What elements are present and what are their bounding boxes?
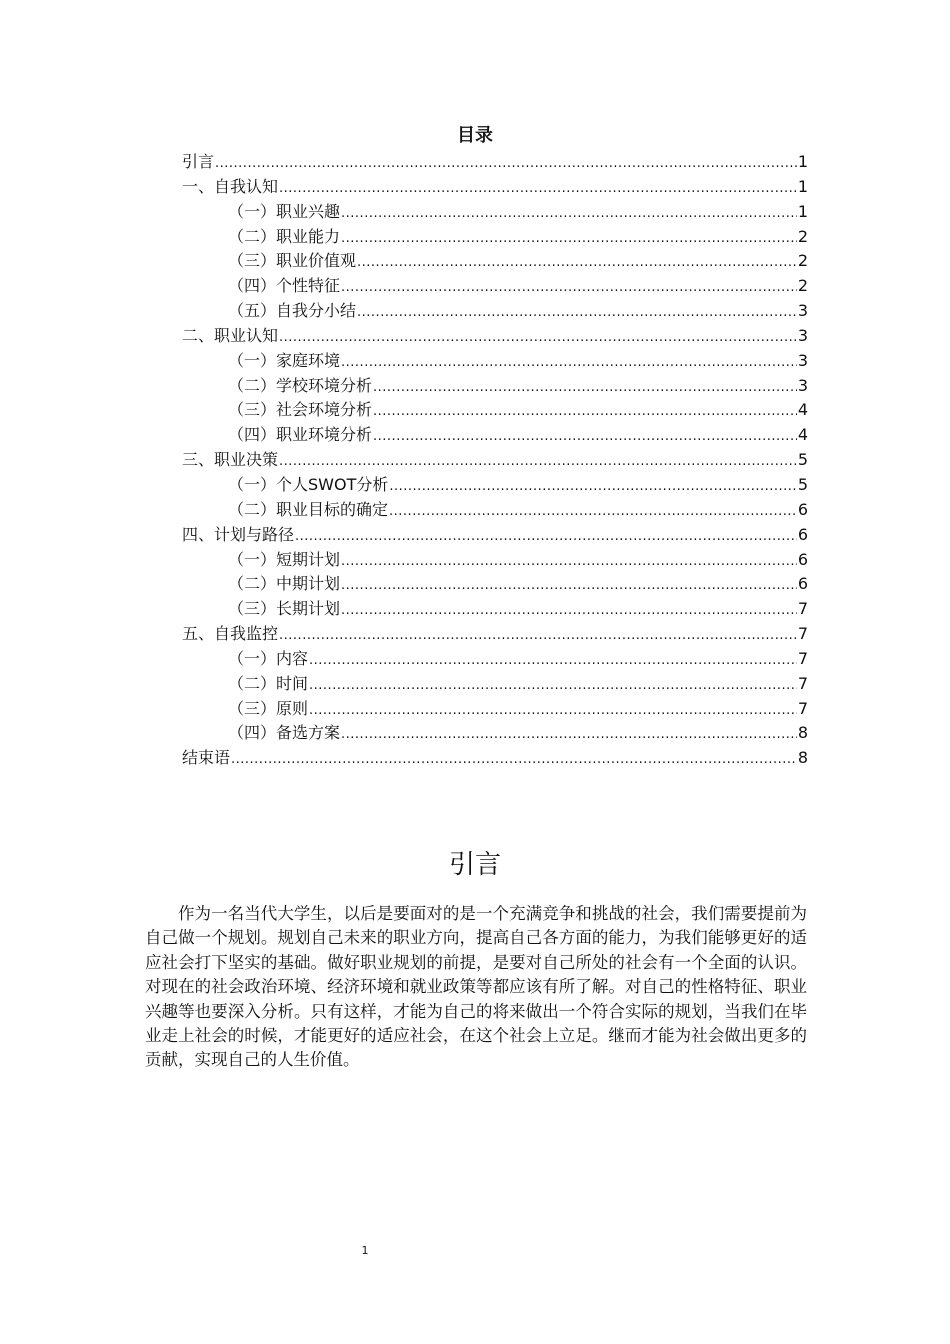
toc-entry-page: 3 [797, 325, 808, 345]
toc-dot-leader [341, 723, 797, 746]
toc-entry[interactable] [182, 175, 808, 200]
toc-dot-leader [231, 748, 797, 771]
toc-entry-number: 一、 [182, 176, 215, 196]
toc-dot-leader [279, 326, 797, 349]
toc-entry-page: 7 [797, 599, 808, 619]
toc-dot-leader [309, 699, 797, 722]
toc-entry-page: 2 [797, 276, 808, 296]
toc-entry-page: 1 [797, 152, 808, 171]
toc-entry-number: （一） [228, 549, 277, 569]
toc-entry[interactable] [182, 274, 808, 299]
toc-entry[interactable] [182, 374, 808, 399]
toc-entry[interactable] [182, 150, 808, 175]
toc-entry-number: 四、 [182, 524, 215, 544]
toc-entry-label: 结束语 [182, 748, 231, 768]
toc-dot-leader [341, 351, 797, 374]
toc-entry-page: 6 [797, 499, 808, 519]
toc-entry[interactable] [182, 398, 808, 423]
toc-entry-page: 6 [797, 524, 808, 544]
toc-entry-label: 个人SWOT分析 [276, 474, 389, 494]
toc-dot-leader [389, 475, 796, 498]
toc-entry[interactable] [182, 448, 808, 473]
toc-entry-number: 二、 [182, 325, 215, 345]
toc-entry-page: 7 [797, 698, 808, 718]
toc-entry[interactable] [182, 721, 808, 746]
toc-dot-leader [309, 649, 797, 672]
toc-entry-number: （五） [228, 301, 277, 321]
toc-dot-leader [279, 450, 797, 473]
toc-dot-leader [279, 177, 797, 200]
toc-entry-number: （四） [228, 723, 277, 743]
toc-entry-number: （四） [228, 276, 277, 296]
toc-entry-page: 1 [797, 201, 808, 221]
toc-entry[interactable] [182, 249, 808, 274]
toc-dot-leader [373, 376, 797, 399]
toc-entry[interactable] [182, 622, 808, 647]
toc-entry-label: 职业兴趣 [276, 201, 341, 221]
toc-entry-label: 职业决策 [214, 450, 279, 470]
toc-entry-label: 长期计划 [276, 599, 341, 619]
toc-entry-page: 7 [797, 673, 808, 693]
toc-title: 目录 [457, 125, 493, 146]
toc-entry-number: （一） [228, 474, 277, 494]
intro-paragraph: 作为一名当代大学生，以后是要面对的是一个充满竞争和挑战的社会，我们需要提前为自己做一个规划。规划自己未来的职业方向，提高自己各方面的能力，为我们能够更好的适应社会打下坚实的基础。做好职业规划的前提，是要对自己所处的社会有一个全面的认识。对现在的社会政治环境、经济环境和就业政策等都应该有所了解。对自己的性格特征、职业兴趣等也要深入分析。只有这样，才能为自己的将来做出一个符合实际的规划，当我们在毕业走上社会的时候，才能更好的适应社会，在这个社会上立足。继而才能为社会做出更多的贡献，实现自己的人生价值。 [145, 904, 807, 1070]
toc-entry-number: 三、 [182, 450, 215, 470]
toc-dot-leader [357, 301, 797, 324]
toc-entry-number: （二） [228, 499, 277, 519]
toc-entry-label: 家庭环境 [276, 350, 341, 370]
toc-entry[interactable] [182, 324, 808, 349]
toc-entry-number: （四） [228, 425, 277, 445]
toc-dot-leader [389, 500, 797, 523]
toc-entry-label: 时间 [276, 673, 309, 693]
toc-entry-page: 5 [797, 474, 808, 494]
toc-entry-label: 内容 [276, 648, 309, 668]
toc-dot-leader [295, 525, 797, 548]
toc-entry-number: （二） [228, 375, 277, 395]
toc-entry-label: 备选方案 [276, 723, 341, 743]
toc-entry[interactable] [182, 498, 808, 523]
toc-dot-leader [373, 400, 797, 423]
toc-entry-number: （二） [228, 226, 277, 246]
toc-entry[interactable] [182, 200, 808, 225]
toc-entry-label: 学校环境分析 [276, 375, 373, 395]
toc-entry-page: 8 [797, 748, 808, 768]
toc-dot-leader [341, 202, 797, 225]
toc-entry-number: （三） [228, 251, 277, 271]
toc-entry[interactable] [182, 299, 808, 324]
toc-entry-page: 8 [797, 723, 808, 743]
toc-entry-page: 3 [797, 301, 808, 321]
toc-entry-label: 计划与路径 [214, 524, 295, 544]
toc-entry-page: 3 [797, 350, 808, 370]
toc-entry-page: 2 [797, 226, 808, 246]
toc-dot-leader [373, 425, 797, 448]
toc-entry[interactable] [182, 746, 808, 771]
toc-dot-leader [279, 624, 797, 647]
toc-entry-page: 2 [797, 251, 808, 271]
toc-entry[interactable] [182, 647, 808, 672]
toc-dot-leader [357, 251, 797, 274]
toc-entry[interactable] [182, 672, 808, 697]
toc-entry-label: 自我监控 [214, 624, 279, 644]
toc-entry-page: 6 [797, 549, 808, 569]
toc-dot-leader [309, 674, 797, 697]
toc-entry[interactable] [182, 548, 808, 573]
toc-entry-label: 职业价值观 [276, 251, 357, 271]
toc-entry-page: 1 [797, 176, 808, 196]
toc-dot-leader [341, 599, 797, 622]
footer-page-number: 1 [361, 1244, 369, 1257]
toc-entry-label: 自我认知 [214, 176, 279, 196]
toc-entry-label: 职业环境分析 [276, 425, 373, 445]
toc-entry[interactable] [182, 349, 808, 374]
toc-entry-label: 原则 [276, 698, 309, 718]
toc-entry-label: 社会环境分析 [276, 400, 373, 420]
toc-entry-label: 短期计划 [276, 549, 341, 569]
toc-entry[interactable] [182, 697, 808, 722]
toc-entry-page: 7 [797, 624, 808, 644]
toc-entry-page: 6 [797, 574, 808, 594]
toc-entry-page: 3 [797, 375, 808, 395]
toc-entry-label: 职业能力 [276, 226, 341, 246]
toc-entry-label: 职业认知 [214, 325, 279, 345]
toc-entry-page: 7 [797, 648, 808, 668]
toc-entry-label: 自我分小结 [276, 301, 357, 321]
toc-entry-page: 5 [797, 450, 808, 470]
toc-entry[interactable] [182, 225, 808, 250]
toc-entry-number: （三） [228, 400, 277, 420]
toc-entry-number: （一） [228, 201, 277, 221]
toc-entry-label: 职业目标的确定 [276, 499, 389, 519]
toc-entry-number: （一） [228, 350, 277, 370]
toc-entry-page: 4 [797, 400, 808, 420]
table-of-contents [182, 150, 808, 771]
toc-entry[interactable] [182, 423, 808, 448]
toc-entry-number: （三） [228, 698, 277, 718]
toc-dot-leader [341, 227, 797, 250]
toc-dot-leader [215, 152, 797, 175]
intro-heading: 引言 [448, 850, 501, 880]
toc-entry-label: 个性特征 [276, 276, 341, 296]
toc-entry-number: （二） [228, 673, 277, 693]
toc-entry[interactable] [182, 572, 808, 597]
toc-entry-label: 中期计划 [276, 574, 341, 594]
toc-entry-page: 4 [797, 425, 808, 445]
toc-entry[interactable] [182, 597, 808, 622]
toc-entry[interactable] [182, 473, 808, 498]
toc-entry-number: （一） [228, 648, 277, 668]
toc-dot-leader [341, 574, 797, 597]
toc-dot-leader [341, 550, 797, 573]
toc-entry-number: 五、 [182, 624, 215, 644]
toc-dot-leader [341, 276, 797, 299]
toc-entry-number: （二） [228, 574, 277, 594]
toc-entry-label: 引言 [182, 152, 215, 171]
toc-entry-number: （三） [228, 599, 277, 619]
toc-entry[interactable] [182, 523, 808, 548]
